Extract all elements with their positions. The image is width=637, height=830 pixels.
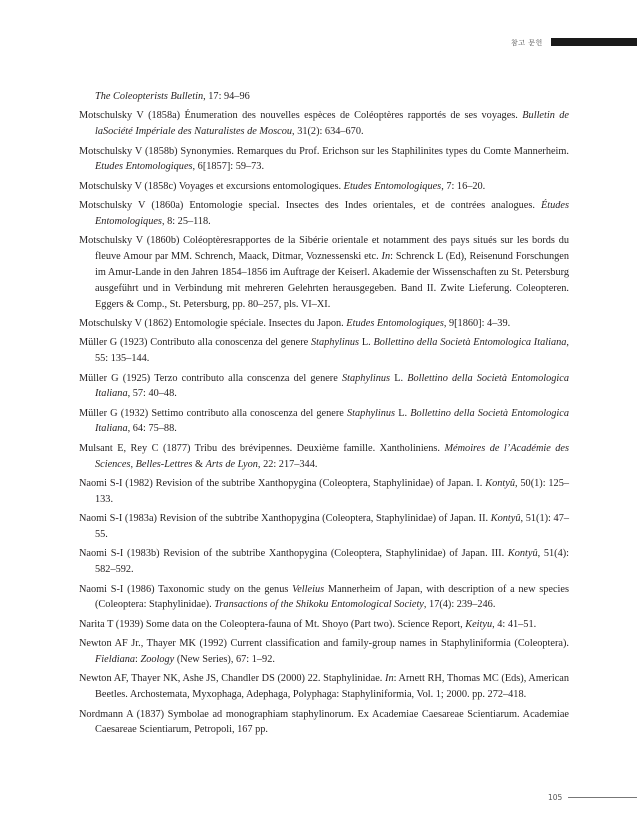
reference-italic-text: Bollettino della Società Entomologica Italiana: [95, 407, 570, 435]
reference-text: Narita T (1939) Some data on the Coleoptera-fauna of Mt. Shoyo (Part two). Science Report,: [79, 618, 466, 630]
reference-text: L.: [359, 337, 374, 349]
reference-text: , 57: 40–48.: [127, 388, 177, 400]
reference-entry: [79, 179, 569, 195]
reference-italic-text: In: [381, 251, 391, 263]
reference-entry: [79, 707, 569, 739]
reference-italic-text: Keityu: [465, 618, 493, 630]
reference-text: , 17: 94–96: [203, 91, 250, 102]
reference-entry: [79, 546, 569, 578]
reference-text: Nordmann A (1837) Symbolae ad monographiam staphylinorum. Ex Academiae Caesareae Scientiarum. Academiae Caesareae Scientiarum, Petropoli, 167 pp.: [79, 708, 569, 736]
reference-italic-text: Velleius: [292, 583, 325, 595]
reference-entry: [79, 144, 569, 176]
reference-entry: [79, 108, 569, 140]
reference-text: , 8: 25–118.: [161, 215, 211, 227]
reference-italic-text: Mémoires de l’Académie des Sciences: [95, 442, 570, 470]
reference-text: : Arnett RH, Thomas MC (Eds), American Beetles. Archostemata, Myxophaga, Adephaga, Polyphaga: Staphyliniformia, Vol. 1; 2000. pp. 272–418.: [95, 673, 569, 701]
reference-text: Motschulsky V (1858b) Synonymies. Remarques du Prof. Erichson sur les Staphilinites types du Comte Mannerheim.: [79, 145, 569, 157]
reference-entry: [79, 582, 569, 614]
reference-entry: [79, 511, 569, 543]
reference-italic-text: Fieldiana: [95, 654, 136, 665]
reference-text: (New Series), 67: 1–92.: [174, 654, 275, 665]
reference-entry: [79, 636, 569, 668]
reference-text: , 22: 217–344.: [257, 458, 318, 470]
reference-text: : Schrenck L (Ed), Reisenund Forschungen im Amur-Lande in den Jahren 1854–1856 im Auftrage der Keiserl. Akademie der Wissenschaften zu St. Petersburg ausgeführt und in Verbindung mit mehreren Gelehrten herausgegeben. Band II. Zwite Lieferung. Coleopteren. Eggers & Comp., St. Petersburg, pp. 80–257, pls. VI–XI.: [95, 251, 569, 310]
reference-entry: [79, 671, 569, 703]
reference-text: Naomi S-I (1982) Revision of the subtribe Xanthopygina (Coleoptera, Staphylinidae) of Japan. I.: [79, 478, 486, 490]
reference-text: Mannerheim of Japan, with description of a new species (Coleoptera: Staphylinidae).: [95, 583, 569, 611]
reference-text: , 6[1857]: 59–73.: [192, 161, 265, 173]
reference-italic-text: Bulletin de laSociété Impériale des Naturalistes de Moscou: [95, 110, 569, 138]
reference-text: L.: [395, 407, 411, 419]
reference-italic-text: Kontyû: [490, 513, 521, 525]
reference-italic-text: Bollettino della Società Entomologica Italiana: [373, 337, 567, 349]
reference-italic-text: Staphylinus: [311, 337, 360, 349]
reference-text: Motschulsky V (1858c) Voyages et excursions entomologiques.: [79, 180, 344, 192]
reference-text: Müller G (1932) Settimo contributo alla conoscenza del genere: [79, 407, 348, 419]
reference-list: [79, 89, 569, 742]
reference-entry: [79, 335, 569, 367]
reference-italic-text: Transactions of the Shikoku Entomological Society: [214, 599, 424, 611]
reference-text: Motschulsky V (1860b) Coléoptèresrapportes de la Sibérie orientale et notamment des pays situés sur les bords du fleuve Amour par MM. Schrench, Maack, Ditmar, Voznessenski etc.: [79, 235, 569, 263]
reference-text: , 31(2): 634–670.: [292, 126, 364, 138]
reference-italic-text: Etudes Entomologiques: [346, 317, 444, 329]
reference-entry: [79, 476, 569, 508]
reference-italic-text: The Coleopterists Bulletin: [95, 91, 204, 102]
reference-italic-text: Zoology: [140, 654, 175, 665]
reference-text: ,: [130, 458, 136, 470]
reference-text: , 51(1): 47–55.: [95, 513, 569, 541]
reference-entry: [79, 371, 569, 403]
footer-rule: [568, 797, 637, 798]
reference-text: , 17(4): 239–246.: [423, 599, 496, 611]
reference-text: , 50(1): 125–133.: [95, 478, 569, 505]
reference-text: , 64: 75–88.: [127, 423, 177, 435]
reference-text: Mulsant E, Rey C (1877) Tribu des brévipennes. Deuxième famille. Xantholiniens.: [79, 442, 445, 454]
reference-entry: [79, 316, 569, 332]
reference-text: , 4: 41–51.: [492, 618, 537, 630]
reference-text: Newton AF Jr., Thayer MK (1992) Current classification and family-group names in Staphyliniformia (Coleoptera).: [79, 638, 569, 650]
reference-entry: [79, 198, 569, 230]
reference-italic-text: Kontyû: [485, 478, 515, 490]
reference-italic-text: Staphylinus: [341, 372, 391, 384]
reference-text: Motschulsky V (1860a) Entomologie special. Insectes des Indes orientales, et de contrées analogues.: [79, 200, 541, 212]
reference-text: &: [192, 458, 206, 470]
reference-text: Motschulsky V (1858a) Énumeration des nouvelles espèces de Coléoptères rapportés de ses voyages.: [79, 110, 523, 122]
reference-text: , 7: 16–20.: [441, 180, 486, 192]
reference-text: , 55: 135–144.: [95, 337, 569, 365]
reference-entry: [79, 406, 569, 438]
reference-text: Naomi S-I (1986) Taxonomic study on the genus: [79, 583, 293, 595]
reference-text: Naomi S-I (1983a) Revision of the subtribe Xanthopygina (Coleoptera, Staphylinidae) of Japan. II.: [79, 513, 491, 525]
reference-italic-text: Bollettino della Società Entomologica Italiana: [95, 372, 569, 400]
reference-text: , 51(4): 582–592.: [95, 548, 570, 576]
reference-entry: [79, 441, 569, 473]
reference-italic-text: Kontyû: [507, 548, 538, 560]
reference-italic-text: In: [385, 673, 394, 685]
reference-entry: [79, 233, 569, 312]
reference-text: Newton AF, Thayer NK, Ashe JS, Chandler DS (2000) 22. Staphylinidae.: [79, 673, 386, 685]
reference-italic-text: Etudes Entomologiques: [95, 161, 193, 173]
reference-italic-text: Arts de Lyon: [205, 458, 258, 470]
reference-entry: [79, 89, 569, 105]
section-label: 참고 문헌: [511, 39, 543, 47]
header-bar: [551, 38, 637, 46]
reference-entry: [79, 617, 569, 633]
page-number: 105: [548, 793, 563, 802]
reference-text: , 9[1860]: 4–39.: [443, 317, 511, 329]
reference-italic-text: Belles-Lettres: [135, 458, 193, 470]
reference-italic-text: Staphylinus: [347, 407, 396, 419]
reference-text: :: [135, 654, 141, 665]
reference-text: L.: [390, 372, 408, 384]
reference-text: Naomi S-I (1983b) Revision of the subtribe Xanthopygina (Coleoptera, Staphylinidae) of Japan. III.: [79, 548, 508, 560]
reference-italic-text: Etudes Entomologiques: [343, 180, 442, 192]
reference-italic-text: Études Entomologiques: [95, 200, 569, 227]
reference-text: Motschulsky V (1862) Entomologie spéciale. Insectes du Japon.: [79, 317, 347, 329]
reference-text: Müller G (1923) Contributo alla conoscenza del genere: [79, 337, 311, 349]
reference-text: Müller G (1925) Terzo contributo alla conscenza del genere: [79, 372, 342, 384]
